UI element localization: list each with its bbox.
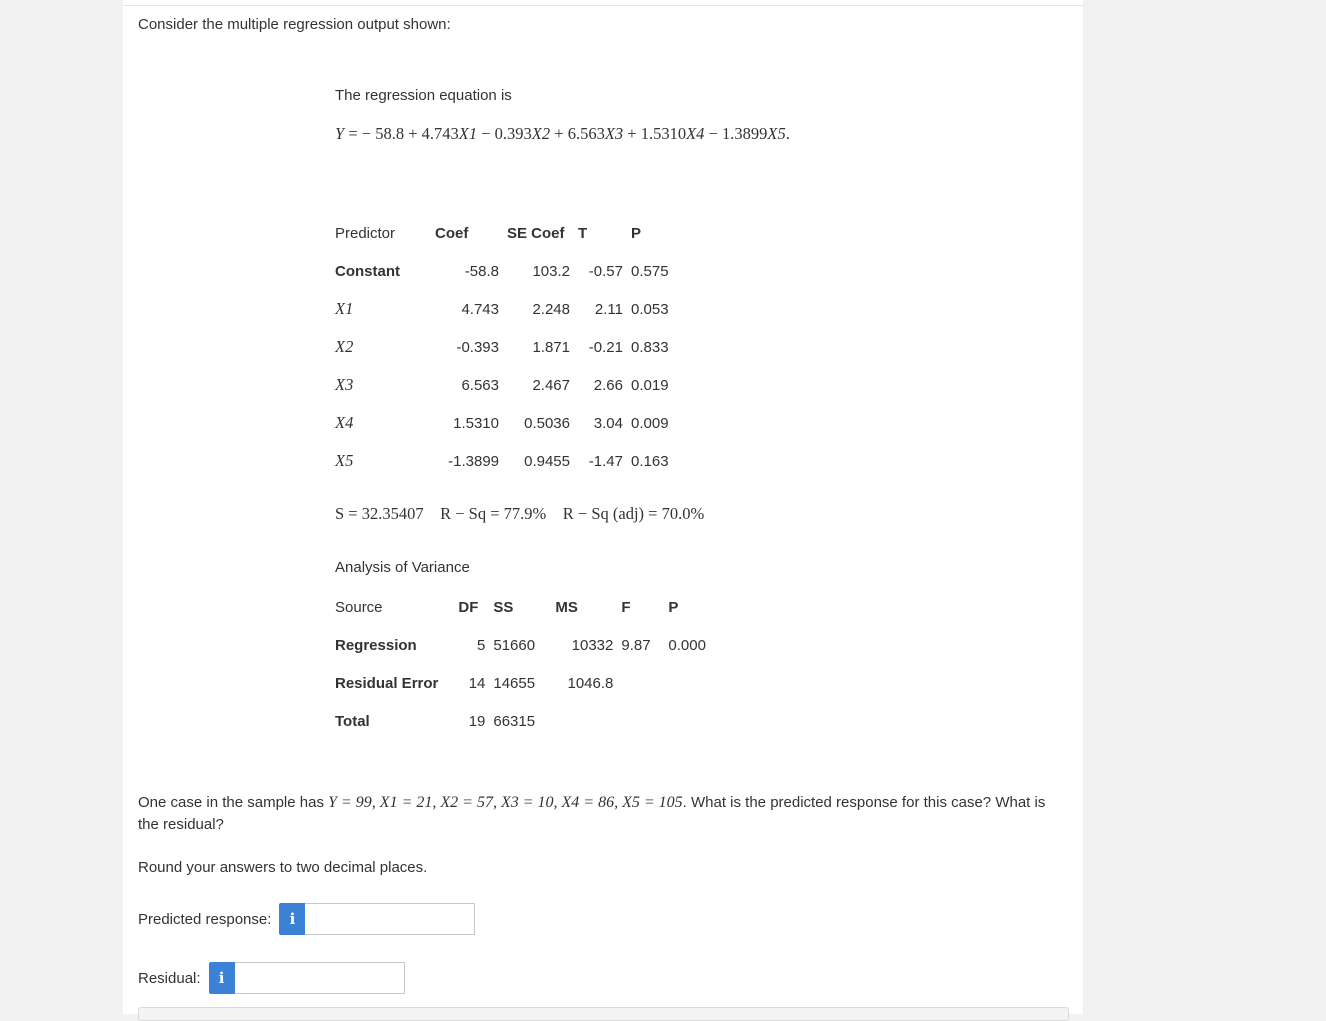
feedback-panel — [138, 1007, 1069, 1021]
cell-se-coef: 0.5036 — [524, 414, 570, 432]
column-header-se-coef: SE Coef — [507, 224, 565, 242]
column-header-t: T — [578, 224, 588, 242]
cell-df: 14 — [468, 674, 486, 692]
predicted-response-input[interactable] — [305, 903, 475, 935]
stat-r-sq-adj: R − Sq (adj) = 70.0% — [562, 504, 705, 523]
cell-p: 0.000 — [668, 636, 706, 654]
cell-ms — [555, 702, 621, 740]
column-header-predictor: Predictor — [335, 224, 396, 242]
predicted-response-info-icon[interactable]: i — [279, 903, 305, 935]
question-text — [138, 792, 1058, 836]
column-header-ss: SS — [493, 598, 514, 616]
cell-p: 0.053 — [631, 300, 669, 318]
cell-p: 0.833 — [631, 338, 669, 356]
cell-t: 3.04 — [593, 414, 623, 432]
table-row — [335, 702, 714, 740]
column-header-ms: MS — [555, 598, 578, 616]
residual-row — [138, 962, 405, 994]
cell-t: -0.57 — [588, 262, 623, 280]
table-row — [335, 328, 677, 366]
row-label: X3 — [335, 375, 354, 394]
question-ask: . What is the predicted response for this case? What is the residual? — [138, 794, 1046, 833]
cell-coef: 1.5310 — [453, 414, 499, 432]
row-label: X5 — [335, 451, 354, 470]
column-header-p: P — [631, 224, 642, 242]
equation-term-1: + 4.743X1 — [408, 124, 478, 143]
cell-p — [668, 702, 714, 740]
residual-label: Residual: — [138, 969, 201, 987]
regression-equation: Y = − 58.8 + 4.743X1 − 0.393X2 + 6.563X3 + 1.5310X4 − 1.3899X5. — [335, 124, 790, 143]
cell-f: 9.87 — [621, 636, 651, 654]
cell-se-coef: 2.248 — [532, 300, 570, 318]
cell-p: 0.009 — [631, 414, 669, 432]
cell-t: -1.47 — [588, 452, 623, 470]
table-row — [335, 366, 677, 404]
coefficient-table — [335, 214, 677, 480]
cell-coef: 4.743 — [461, 300, 499, 318]
table-row — [335, 290, 677, 328]
residual-info-icon[interactable]: i — [209, 962, 235, 994]
cell-t: 2.66 — [593, 376, 623, 394]
equation-term-0: − 58.8 — [361, 124, 405, 143]
row-label: X4 — [335, 413, 354, 432]
cell-coef: -1.3899 — [448, 452, 499, 470]
equation-equals: = — [348, 124, 358, 143]
cell-se-coef: 0.9455 — [524, 452, 570, 470]
row-label: X2 — [335, 337, 354, 356]
table-row — [335, 252, 677, 290]
anova-table — [335, 588, 714, 740]
table-header-row — [335, 214, 677, 252]
cell-p — [668, 664, 714, 702]
column-header-p: P — [668, 598, 679, 616]
cell-p: 0.019 — [631, 376, 669, 394]
row-label: Constant — [335, 262, 400, 280]
stat-r-sq: R − Sq = 77.9% — [440, 504, 547, 523]
question-case-values: Y = 99, X1 = 21, X2 = 57, X3 = 10, X4 = 86, X5 = 105 — [328, 794, 683, 811]
row-label: X1 — [335, 299, 354, 318]
card-divider — [123, 5, 1083, 6]
cell-coef: 6.563 — [461, 376, 499, 394]
equation-response-var: Y — [335, 124, 345, 143]
stat-s: S = 32.35407 — [335, 504, 424, 523]
equation-term-2: − 0.393X2 — [481, 124, 551, 143]
question-lead: One case in the sample has — [138, 794, 329, 811]
cell-se-coef: 103.2 — [532, 262, 570, 280]
cell-df: 5 — [477, 636, 486, 654]
cell-ss: 51660 — [493, 636, 536, 654]
cell-se-coef: 1.871 — [532, 338, 570, 356]
equation-term-5: − 1.3899X5 — [708, 124, 786, 143]
equation-caption: The regression equation is — [335, 87, 512, 104]
row-label: Regression — [335, 636, 417, 654]
column-header-df: DF — [458, 598, 479, 616]
row-label: Residual Error — [335, 674, 439, 692]
table-header-row — [335, 588, 714, 626]
cell-se-coef: 2.467 — [532, 376, 570, 394]
residual-input[interactable] — [235, 962, 405, 994]
cell-coef: -0.393 — [456, 338, 499, 356]
column-header-coef: Coef — [435, 224, 469, 242]
predicted-response-label: Predicted response: — [138, 910, 272, 928]
cell-f — [621, 664, 668, 702]
model-summary-stats — [335, 504, 704, 524]
cell-df: 19 — [468, 712, 486, 730]
cell-p: 0.163 — [631, 452, 669, 470]
cell-f — [621, 702, 668, 740]
column-header-source: Source — [335, 598, 383, 616]
rounding-instruction: Round your answers to two decimal places. — [138, 859, 428, 876]
cell-ms: 10332 — [571, 636, 614, 654]
table-row — [335, 404, 677, 442]
cell-t: 2.11 — [594, 300, 623, 318]
question-card — [123, 0, 1083, 1014]
cell-t: -0.21 — [588, 338, 623, 356]
predicted-response-row — [138, 903, 475, 935]
intro-text: Consider the multiple regression output shown: — [138, 16, 451, 33]
equation-term-3: + 6.563X3 — [554, 124, 624, 143]
equation-term-4: + 1.5310X4 — [627, 124, 705, 143]
cell-ss: 14655 — [493, 674, 536, 692]
column-header-f: F — [621, 598, 631, 616]
table-row — [335, 442, 677, 480]
table-row — [335, 664, 714, 702]
table-row — [335, 626, 714, 664]
cell-coef: -58.8 — [464, 262, 499, 280]
cell-ms: 1046.8 — [567, 674, 614, 692]
row-label: Total — [335, 712, 370, 730]
anova-caption: Analysis of Variance — [335, 559, 470, 576]
cell-p: 0.575 — [631, 262, 669, 280]
cell-ss: 66315 — [493, 712, 536, 730]
